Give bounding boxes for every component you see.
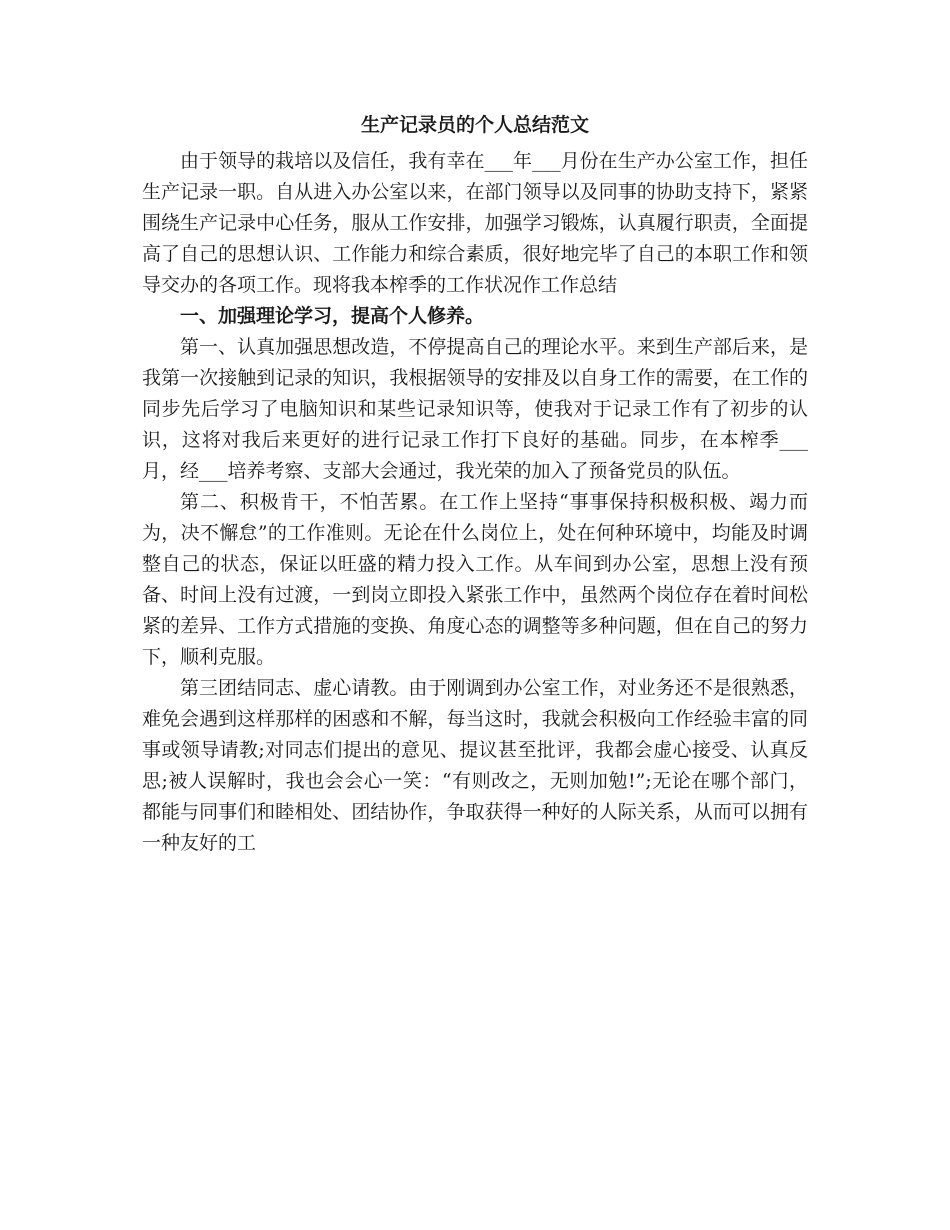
paragraph-first-point: 第一、认真加强思想改造，不停提高自己的理论水平。来到生产部后来，是我第一次接触到记录的知识，我根据领导的安排及以自身工作的需要，在工作的同步先后学习了电脑知识和某些记录知识等，使我对于记录工作有了初步的认识，这将对我后来更好的进行记录工作打下良好的基础。同步，在本榨季___月，经___培养考察、支部大会通过，我光荣的加入了预备党员的队伍。: [142, 336, 808, 482]
paragraph-third-point: 第三团结同志、虚心请教。由于刚调到办公室工作，对业务还不是很熟悉，难免会遇到这样那样的困惑和不解，每当这时，我就会积极向工作经验丰富的同事或领导请教;对同志们提出的意见、提议甚至批评，我都会虚心接受、认真反思;被人误解时，我也会会心一笑：“有则改之，无则加勉!”;无论在哪个部门，都能与同事们和睦相处、团结协作，争取获得一种好的人际关系，从而可以拥有一种友好的工: [142, 677, 808, 854]
document-page: [142, 104, 808, 859]
intro-paragraph: 由于领导的栽培以及信任，我有幸在___年___月份在生产办公室工作，担任生产记录一职。自从进入办公室以来，在部门领导以及同事的协助支持下，紧紧围绕生产记录中心任务，服从工作安排，加强学习锻炼，认真履行职责，全面提高了自己的思想认识、工作能力和综合素质，很好地完毕了自己的本职工作和领导交办的各项工作。现将我本榨季的工作状况作工作总结: [142, 150, 808, 296]
document-title: 生产记录员的个人总结范文: [360, 114, 589, 136]
paragraph-second-point: 第二、积极肯干，不怕苦累。在工作上坚持“事事保持积极积极、竭力而为，决不懈怠”的工作准则。无论在什么岗位上，处在何种环境中，均能及时调整自己的状态，保证以旺盛的精力投入工作。从车间到办公室，思想上没有预备、时间上没有过渡，一到岗立即投入紧张工作中，虽然两个岗位存在着时间松紧的差异、工作方式措施的变换、角度心态的调整等多种问题，但在自己的努力下，顺利克服。: [142, 491, 808, 668]
section-heading-1: 一、加强理论学习，提高个人修养。: [180, 305, 485, 327]
